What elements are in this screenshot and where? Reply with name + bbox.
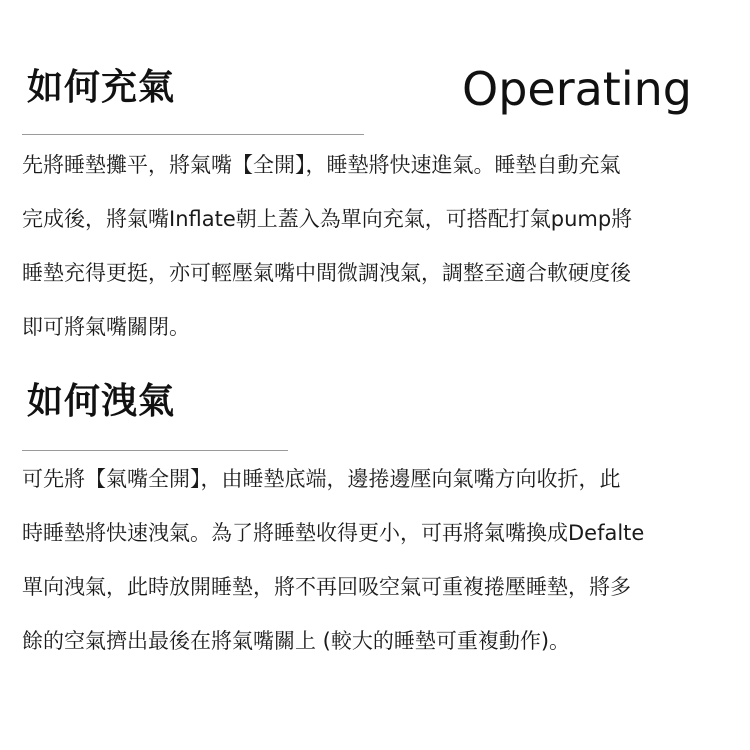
operating-title: Operating <box>462 62 692 116</box>
inflate-heading: 如何充氣 <box>27 67 176 108</box>
inflate-line-3: 睡墊充得更挺，亦可輕壓氣嘴中間微調洩氣，調整至適合軟硬度後 <box>22 261 631 285</box>
inflate-line-2: 完成後，將氣嘴Inflate朝上蓋入為單向充氣，可搭配打氣pump將 <box>22 207 633 231</box>
deflate-line-4: 餘的空氣擠出最後在將氣嘴關上 (較大的睡墊可重複動作)。 <box>22 629 571 653</box>
inflate-instructions <box>22 138 734 354</box>
deflate-line-1: 可先將【氣嘴全開】，由睡墊底端，邊捲邊壓向氣嘴方向收折，此 <box>22 467 621 491</box>
deflate-divider <box>22 450 288 451</box>
inflate-divider <box>22 134 364 135</box>
deflate-instructions <box>22 452 734 668</box>
inflate-line-4: 即可將氣嘴關閉。 <box>22 315 190 339</box>
deflate-line-3: 單向洩氣，此時放開睡墊，將不再回吸空氣可重複捲壓睡墊，將多 <box>22 575 631 599</box>
deflate-heading: 如何洩氣 <box>27 381 176 422</box>
deflate-line-2: 時睡墊將快速洩氣。為了將睡墊收得更小，可再將氣嘴換成Defalte <box>22 521 645 545</box>
inflate-line-1: 先將睡墊攤平，將氣嘴【全開】，睡墊將快速進氣。睡墊自動充氣 <box>22 153 621 177</box>
